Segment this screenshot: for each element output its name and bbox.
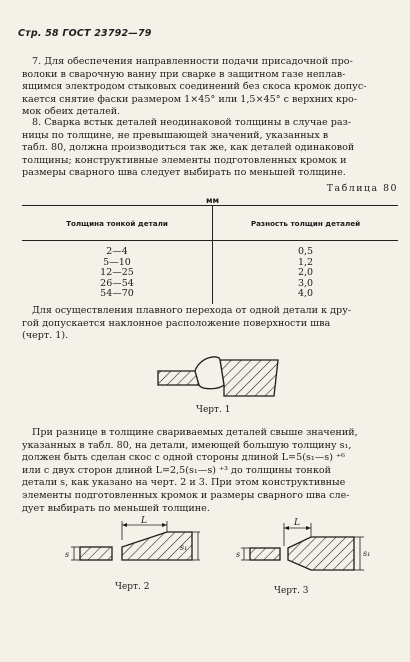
text-line: Для осуществления плавного перехода от одной детали к дру- [32,305,352,316]
text-line: ящимся электродом стыковых соединений без скоса кромок допус- [22,81,367,93]
table-caption: Таблица 80 [326,183,398,194]
table-cell: 3,0 [297,277,314,289]
label-s1: s₁ [363,549,371,558]
table-cell: 2,0 [297,267,314,278]
figure-2-drawing [65,516,200,573]
text-line: элементы подготовленных кромок и размеры сварного шва сле- [22,489,350,501]
table-cell: 0,5 [297,246,314,257]
table-header-row [22,206,398,241]
text-line: дует выбирать по меньшей толщине. [22,502,210,514]
thin-plate [158,371,199,385]
thin-plate [80,547,112,560]
text-line: ницы по толщине, не превышающей значений, указанных в [22,129,329,141]
label-s1: s₁ [180,543,188,552]
table-cell: 12—25 [22,268,213,279]
figure-2-caption: Черт. 2 [115,582,150,592]
paragraph-8 [22,117,398,180]
label-L: L [141,516,147,526]
figure-3-drawing [236,518,376,578]
figure-3-caption: Черт. 3 [274,586,309,596]
text-line: или с двух сторон длиной L=2,5(s₁—s) ⁺³ до толщины тонкой [22,464,331,476]
text-line: (черт. 1). [22,330,69,342]
column-header: Разность толщин деталей [213,206,399,241]
text-line: указанных в табл. 80, на детали, имеющей большую толщину s₁, [22,439,352,451]
text-line: табл. 80, должна производиться так же, как деталей одинаковой [22,142,355,154]
table-80 [22,205,398,304]
text-line: должен быть сделан скос с одной стороны длиной L=5(s₁—s) ⁺⁶ [22,452,345,464]
label-s: s [236,550,241,559]
figure-1-caption: Черт. 1 [196,405,231,415]
thin-plate [250,548,280,560]
label-L: L [294,518,300,528]
table-cell: 1,2 [297,256,314,268]
text-line: толщины; конструктивные элементы подготовленных кромок и [22,154,347,166]
paragraph-difference [22,427,398,515]
text-line: мок обеих деталей. [22,106,121,118]
text-line: кается снятие фаски размером 1×45° или 1,5×45° с верхних кро- [22,93,358,105]
figure-1-drawing [150,352,280,402]
thick-plate [288,537,354,570]
table-row [22,289,398,304]
label-s: s [65,550,70,559]
text-line: детали s, как указано на черт. 2 и 3. При этом конструктивные [22,477,346,489]
text-line: гой допускается наклонное расположение поверхности шва [22,317,331,329]
text-line: 7. Для обеспечения направленности подачи присадочной про- [32,56,353,67]
table-cell: 2—4 [22,241,213,258]
paragraph-slope [22,305,398,343]
page-header: Стр. 58 ГОСТ 23792—79 [18,28,152,39]
table-row [22,268,398,279]
paragraph-7 [22,56,398,119]
column-header: Толщина тонкой детали [22,206,213,241]
table-row [22,279,398,290]
text-line: размеры сварного шва следует выбирать по меньшей толщине. [22,167,346,179]
weld-bead [195,357,224,389]
text-line: 8. Сварка встык деталей неодинаковой толщины в случае раз- [32,117,352,128]
thick-plate [220,360,278,396]
table-cell: 4,0 [297,288,314,299]
text-line: При разнице в толщине свариваемых деталей свыше значений, [32,427,358,438]
table-row [22,241,398,258]
text-line: волоки в сварочную ванну при сварке в защитном газе неплав- [22,68,346,80]
table-cell: 5—10 [22,258,213,269]
table-units: мм [206,196,220,205]
table-row [22,258,398,269]
table-cell: 54—70 [22,289,213,304]
table-cell: 26—54 [22,279,213,290]
